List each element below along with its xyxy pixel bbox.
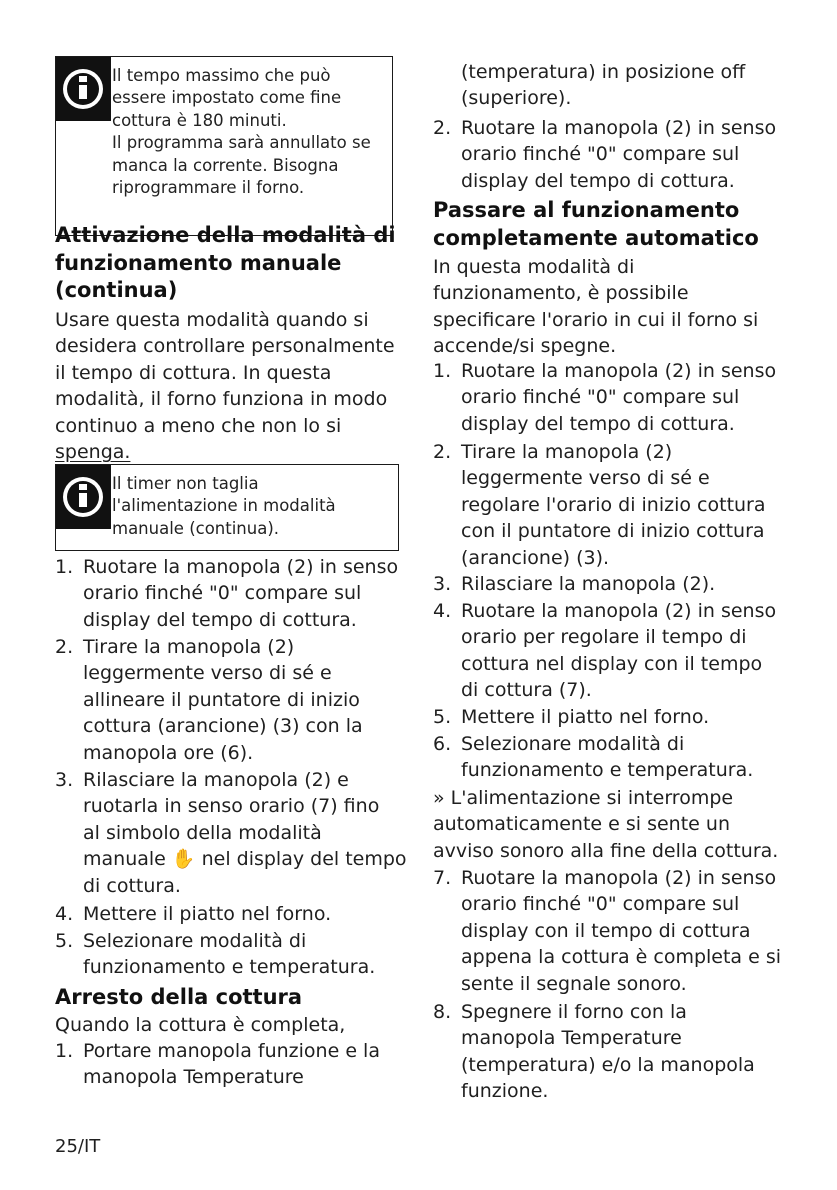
text-line: ruotarla in senso orario (7) fino <box>83 795 380 818</box>
notice-line: Il programma sarà annullato se <box>112 133 371 153</box>
text-line: Tirare la manopola (2) <box>461 441 673 463</box>
text-line: Portare manopola funzione e la <box>83 1040 380 1062</box>
list-number: 2. <box>55 636 74 658</box>
text-line: desidera controllare personalmente <box>55 335 395 358</box>
paragraph <box>55 307 395 465</box>
text-line: regolare l'orario di inizio cottura <box>461 493 766 516</box>
text-line: orario per regolare il tempo di <box>461 626 747 649</box>
text-line: display del tempo di cottura. <box>461 412 735 435</box>
text-line: Quando la cottura è completa, <box>55 1014 346 1036</box>
text-line: sente il segnale sonoro. <box>461 972 687 995</box>
text-line: funzionamento e temperatura. <box>83 956 376 979</box>
list-number: 2. <box>433 117 452 139</box>
text-line: (temperatura) in posizione off <box>461 61 746 83</box>
paragraph <box>55 1012 345 1038</box>
text-line: manopola Temperature <box>461 1027 682 1050</box>
text-line: al simbolo della modalità <box>83 821 322 844</box>
notice-line: Il tempo massimo che può <box>112 66 331 85</box>
text-line: orario finché "0" compare sul <box>461 386 740 409</box>
text-line: Mettere il piatto nel forno. <box>83 903 332 925</box>
heading-line: Attivazione della modalità di <box>55 223 396 247</box>
text-line: (temperatura) e/o la manopola <box>461 1053 755 1076</box>
text-line: display del tempo di cottura. <box>83 608 357 631</box>
info-icon <box>56 465 111 529</box>
text-line: Ruotare la manopola (2) in senso <box>461 117 777 139</box>
text-line: Spegnere il forno con la <box>461 1001 687 1023</box>
list-number: 2. <box>433 441 452 463</box>
list-number: 1. <box>55 556 74 578</box>
text-line: Ruotare la manopola (2) in senso <box>461 360 777 382</box>
heading-line: Arresto della cottura <box>55 985 303 1009</box>
notice-line: manca la corrente. Bisogna <box>112 155 339 175</box>
text-line: leggermente verso di sé e <box>83 662 332 685</box>
list-number: 4. <box>433 600 452 622</box>
list-number: 6. <box>433 733 452 755</box>
list-number: 5. <box>433 706 452 728</box>
notice-line: essere impostato come fine <box>112 88 342 108</box>
list-number: 8. <box>433 1001 452 1023</box>
list-number: 4. <box>55 903 74 925</box>
page-number: 25/IT <box>55 1136 101 1157</box>
section-heading <box>55 222 396 305</box>
list-number: 3. <box>55 769 74 791</box>
info-icon <box>56 57 111 121</box>
list-number: 1. <box>433 360 452 382</box>
notice-line: cottura è 180 minuti. <box>112 110 287 130</box>
text-line: avviso sonoro alla fine della cottura. <box>433 839 779 862</box>
text-line: funzione. <box>461 1080 549 1103</box>
text-line: Tirare la manopola (2) <box>83 636 295 658</box>
heading-line: (continua) <box>55 278 178 302</box>
notice-line: l'alimentazione in modalità <box>112 496 336 516</box>
heading-line: Passare al funzionamento <box>433 198 740 222</box>
text-line: leggermente verso di sé e <box>461 467 710 490</box>
paragraph <box>433 254 758 360</box>
text-line: continuo a meno che non lo si <box>55 414 342 437</box>
text-line: Selezionare modalità di <box>83 930 307 952</box>
text-line: con il puntatore di inizio cottura <box>461 520 765 543</box>
text-line: Mettere il piatto nel forno. <box>461 706 710 728</box>
heading-line: completamente automatico <box>433 225 759 250</box>
text-line: orario finché "0" compare sul <box>461 143 740 166</box>
text-line: In questa modalità di <box>433 256 635 278</box>
heading-line: funzionamento manuale <box>55 250 342 275</box>
text-line: di cottura (7). <box>461 679 592 702</box>
list-number: 1. <box>55 1040 74 1062</box>
text-line: modalità, il forno funziona in modo <box>55 388 388 411</box>
text-line: Ruotare la manopola (2) in senso <box>461 600 777 622</box>
text-line: Rilasciare la manopola (2) e <box>83 769 349 791</box>
text-line: (superiore). <box>461 87 572 110</box>
text-line: accende/si spegne. <box>433 335 617 358</box>
text-line: funzionamento e temperatura. <box>461 759 754 782</box>
text-line: orario finché "0" compare sul <box>83 582 362 605</box>
info-notice-timer <box>55 464 399 551</box>
text-line: di cottura. <box>83 874 181 897</box>
text-line: automaticamente e si sente un <box>433 813 730 836</box>
text-line: display del tempo di cottura. <box>461 169 735 192</box>
text-line: cottura (arancione) (3) con la <box>83 715 363 738</box>
notice-line: riprogrammare il forno. <box>112 178 305 198</box>
text-line: manuale ✋ nel display del tempo <box>83 848 407 871</box>
section-heading <box>433 197 759 252</box>
text-line: allineare il puntatore di inizio <box>83 688 360 711</box>
text-line: cottura nel display con il tempo <box>461 652 763 675</box>
text-line: manopola ore (6). <box>83 741 254 764</box>
notice-line: manuale (continua). <box>112 518 280 538</box>
list-number: 3. <box>433 573 452 595</box>
text-line: » L'alimentazione si interrompe <box>433 787 734 809</box>
text-line: specificare l'orario in cui il forno si <box>433 308 759 331</box>
paragraph-continued <box>461 59 745 112</box>
text-line: il tempo di cottura. In questa <box>55 361 332 384</box>
text-line: display con il tempo di cottura <box>461 919 751 942</box>
text-line: manopola Temperature <box>83 1066 304 1089</box>
info-notice-max-time <box>55 56 393 236</box>
list-number: 5. <box>55 930 74 952</box>
text-line: Ruotare la manopola (2) in senso <box>83 556 399 578</box>
text-line: Selezionare modalità di <box>461 733 685 755</box>
text-line: orario finché "0" compare sul <box>461 893 740 916</box>
text-line: Ruotare la manopola (2) in senso <box>461 867 777 889</box>
section-heading <box>55 984 302 1012</box>
text-line: (arancione) (3). <box>461 546 610 569</box>
text-line: spenga. <box>55 441 131 464</box>
text-line: Usare questa modalità quando si <box>55 309 369 331</box>
text-line: appena la cottura è completa e si <box>461 946 782 969</box>
text-line: funzionamento, è possibile <box>433 282 689 305</box>
notice-line: Il timer non taglia <box>112 474 259 493</box>
text-line: Rilasciare la manopola (2). <box>461 573 716 595</box>
list-number: 7. <box>433 867 452 889</box>
paragraph-result <box>433 785 778 864</box>
